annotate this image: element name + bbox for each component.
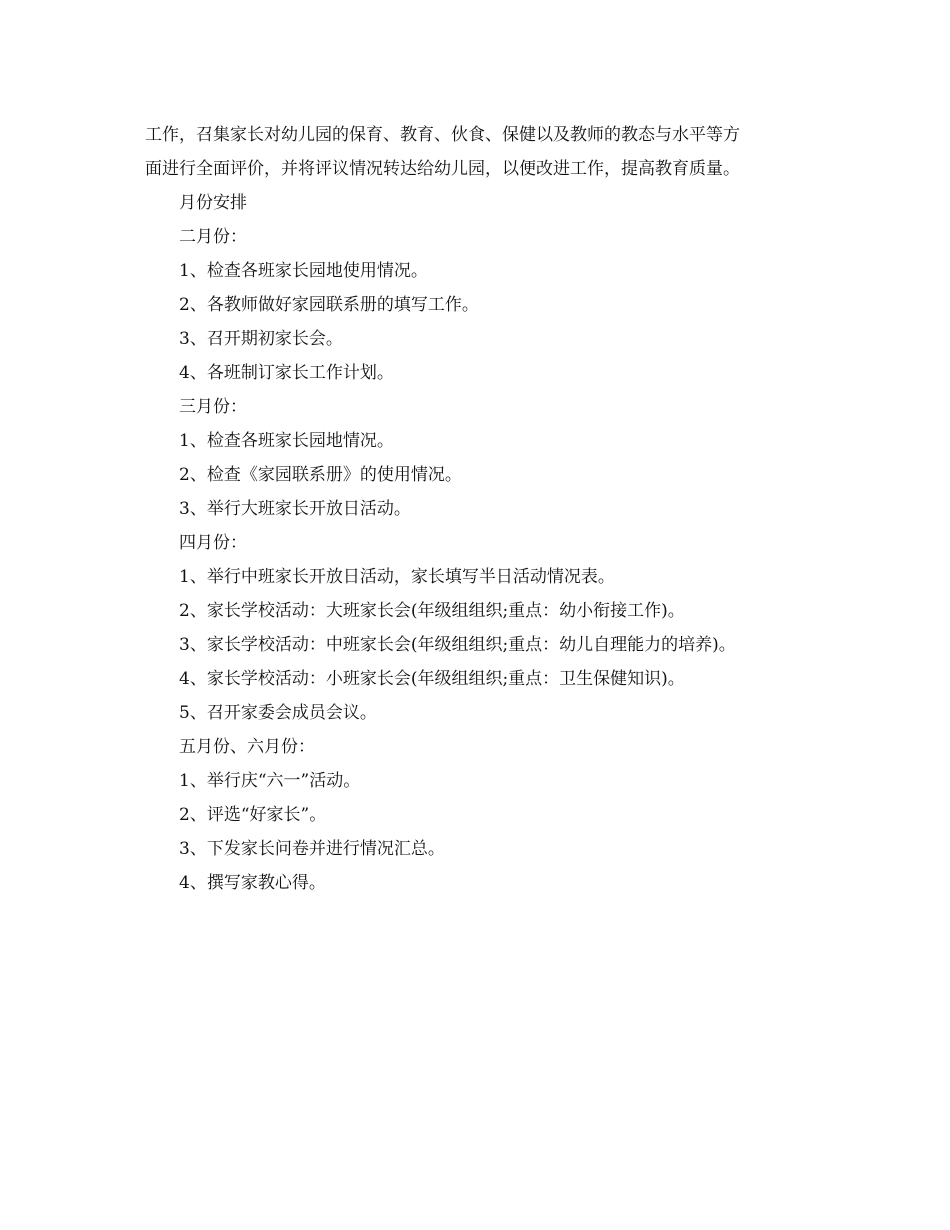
list-item: 2、家长学校活动：大班家长会(年级组组织;重点：幼小衔接工作)。	[179, 601, 685, 621]
list-item: 3、举行大班家长开放日活动。	[179, 499, 411, 519]
list-item: 5、召开家委会成员会议。	[179, 703, 377, 723]
list-item: 1、举行中班家长开放日活动，家长填写半日活动情况表。	[179, 567, 615, 587]
list-item: 1、举行庆“六一”活动。	[179, 771, 361, 791]
list-item: 4、各班制订家长工作计划。	[179, 363, 394, 383]
list-item: 3、召开期初家长会。	[179, 329, 343, 349]
intro-line-1: 工作，召集家长对幼儿园的保育、教育、伙食、保健以及教师的教态与水平等方	[145, 125, 740, 145]
month-heading-april: 四月份：	[179, 533, 247, 553]
list-item: 1、检查各班家长园地使用情况。	[179, 261, 428, 281]
list-item: 1、检查各班家长园地情况。	[179, 431, 394, 451]
section-heading-monthly-plan: 月份安排	[179, 193, 247, 213]
list-item: 3、下发家长问卷并进行情况汇总。	[179, 839, 445, 859]
month-heading-february: 二月份：	[179, 227, 247, 247]
list-item: 2、各教师做好家园联系册的填写工作。	[179, 295, 479, 315]
document-body	[145, 118, 815, 900]
month-heading-march: 三月份：	[179, 397, 247, 417]
list-item: 2、评选“好家长”。	[179, 805, 327, 825]
intro-line-2: 面进行全面评价，并将评议情况转达给幼儿园，以便改进工作，提高教育质量。	[145, 159, 740, 179]
list-item: 2、检查《家园联系册》的使用情况。	[179, 465, 462, 485]
list-item: 3、家长学校活动：中班家长会(年级组组织;重点：幼儿自理能力的培养)。	[179, 635, 736, 655]
list-item: 4、家长学校活动：小班家长会(年级组组织;重点：卫生保健知识)。	[179, 669, 685, 689]
month-heading-may-june: 五月份、六月份：	[179, 737, 315, 757]
list-item: 4、撰写家教心得。	[179, 873, 326, 893]
